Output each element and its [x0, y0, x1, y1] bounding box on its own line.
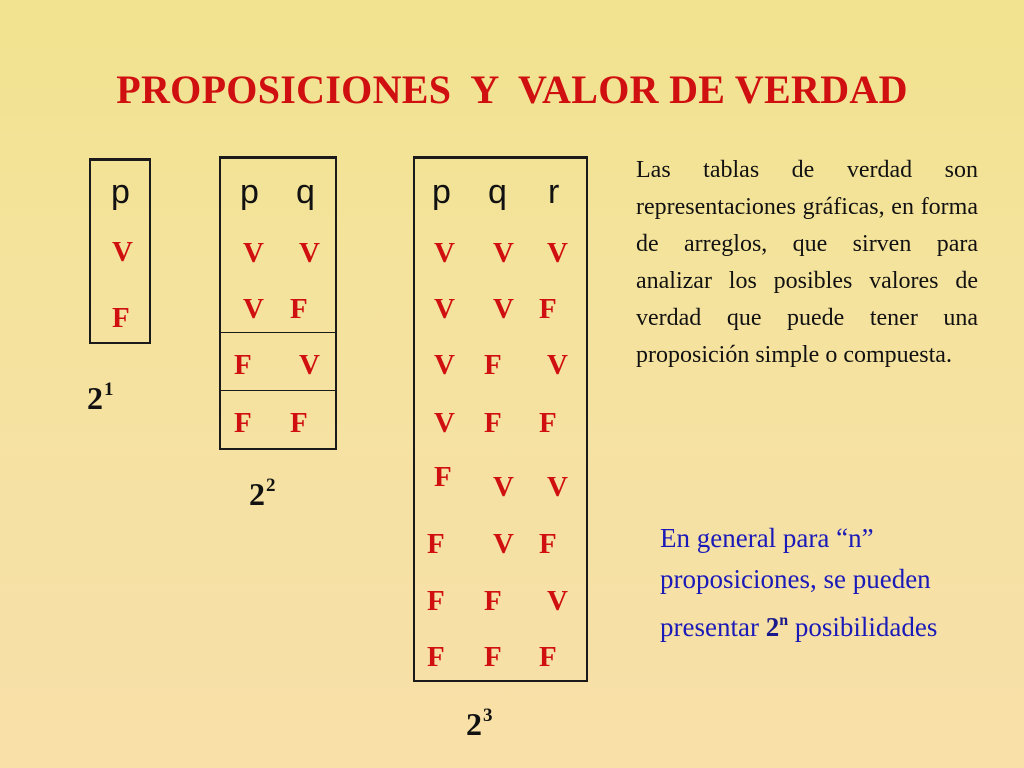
slide-title: PROPOSICIONES Y VALOR DE VERDAD: [116, 67, 908, 112]
count-base: 2: [249, 476, 265, 512]
cell-value: F: [539, 641, 557, 673]
cell-value: V: [243, 293, 264, 325]
power-exponent: n: [779, 612, 789, 629]
cell-value: F: [539, 293, 557, 325]
cell-value: V: [493, 528, 514, 560]
header-r: r: [548, 173, 560, 211]
cell-value: V: [493, 293, 514, 325]
general-rule-power: [766, 612, 788, 642]
count-exponent: 1: [104, 379, 114, 400]
header-p: p: [240, 173, 259, 211]
cell-value: V: [547, 349, 568, 381]
cell-value: F: [539, 528, 557, 560]
cell-value: F: [539, 407, 557, 439]
cell-value: V: [243, 237, 264, 269]
general-rule-text: [660, 518, 960, 648]
cell-value: F: [484, 349, 502, 381]
cell-value: V: [434, 293, 455, 325]
count-exponent: 2: [266, 475, 276, 496]
cell-value: F: [290, 293, 308, 325]
cell-value: V: [112, 236, 133, 268]
truth-table-3: [413, 156, 588, 682]
cell-value: F: [112, 302, 130, 334]
header-p: p: [432, 173, 451, 211]
cell-value: F: [427, 528, 445, 560]
power-base: 2: [765, 612, 780, 642]
cell-value: V: [299, 237, 320, 269]
cell-value: F: [484, 585, 502, 617]
cell-value: F: [427, 585, 445, 617]
header-q: q: [296, 173, 315, 211]
cell-value: F: [484, 641, 502, 673]
row-divider: [221, 332, 335, 333]
row-count-table-3: [466, 706, 493, 740]
row-count-table-2: [249, 476, 276, 510]
cell-value: V: [434, 237, 455, 269]
cell-value: V: [493, 471, 514, 503]
header-p: p: [111, 173, 130, 211]
cell-value: V: [547, 585, 568, 617]
truth-table-2: [219, 156, 337, 450]
cell-value: F: [427, 641, 445, 673]
cell-value: F: [290, 407, 308, 439]
header-q: q: [488, 173, 507, 211]
truth-table-1: [89, 158, 151, 344]
cell-value: F: [234, 407, 252, 439]
cell-value: F: [434, 461, 452, 493]
row-divider: [221, 390, 335, 391]
cell-value: V: [434, 407, 455, 439]
cell-value: V: [547, 237, 568, 269]
general-rule-lead: En general para “n” proposiciones, se pueden presentar: [660, 523, 931, 642]
cell-value: F: [234, 349, 252, 381]
cell-value: V: [493, 237, 514, 269]
description-text: Las tablas de verdad son representaciones gráficas, en forma de arreglos, que sirven para analizar los posibles valores de verdad que puede tener una proposición simple o compuesta.: [636, 157, 978, 368]
count-exponent: 3: [483, 705, 493, 726]
count-base: 2: [466, 706, 482, 742]
cell-value: V: [434, 349, 455, 381]
cell-value: V: [547, 471, 568, 503]
count-base: 2: [87, 380, 103, 416]
row-count-table-1: [87, 380, 114, 414]
cell-value: V: [299, 349, 320, 381]
cell-value: F: [484, 407, 502, 439]
general-rule-tail: posibilidades: [788, 612, 938, 642]
